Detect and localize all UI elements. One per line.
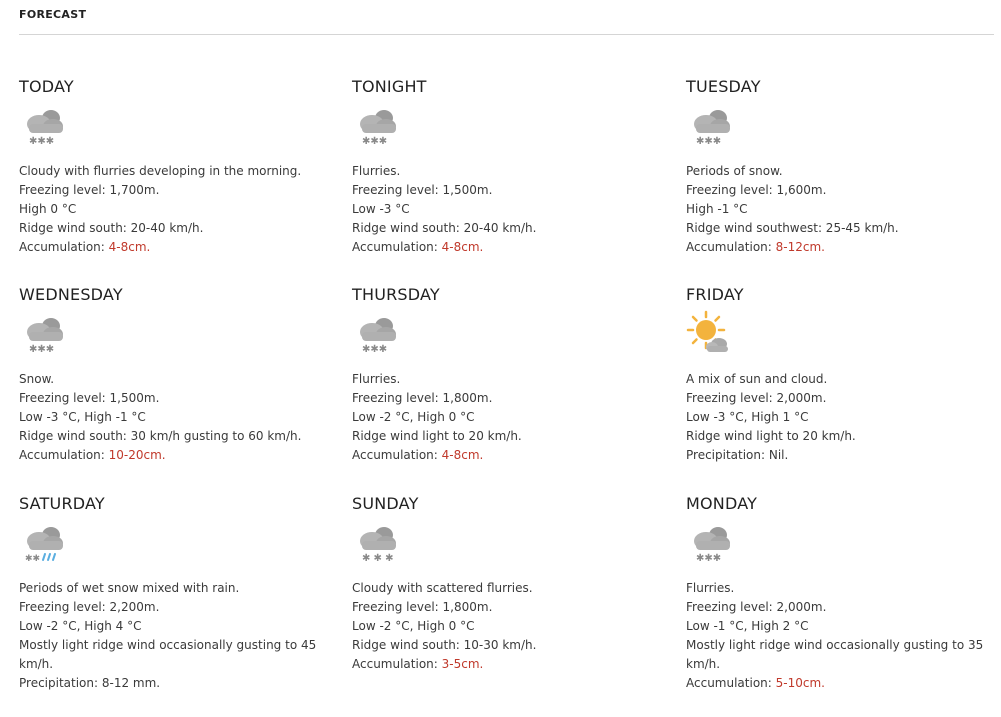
day-name: SUNDAY <box>352 494 419 513</box>
temperature: Low -2 °C, High 0 °C <box>352 410 475 424</box>
forecast-day-tuesday <box>686 78 1001 257</box>
svg-text:✱✱✱: ✱✱✱ <box>696 136 722 147</box>
svg-text:✱✱✱: ✱✱✱ <box>362 344 388 355</box>
precip-label: Accumulation: <box>686 240 776 254</box>
accumulation-value: 4-8cm. <box>441 448 484 462</box>
day-name: MONDAY <box>686 494 758 513</box>
ridge-wind: Ridge wind light to 20 km/h. <box>352 429 522 443</box>
forecast-day-monday <box>686 495 1001 693</box>
precipitation <box>352 238 672 257</box>
day-name: THURSDAY <box>352 285 440 304</box>
svg-text:✱✱✱: ✱✱✱ <box>29 136 55 147</box>
precipitation <box>352 446 672 465</box>
accumulation-value: 5-10cm. <box>775 676 825 690</box>
freezing-level: Freezing level: 1,500m. <box>352 183 493 197</box>
cloud-snow-icon <box>352 310 400 358</box>
day-description: Periods of wet snow mixed with rain. <box>19 581 240 595</box>
ridge-wind: Ridge wind light to 20 km/h. <box>686 429 856 443</box>
freezing-level: Freezing level: 2,000m. <box>686 600 827 614</box>
precip-label: Accumulation: <box>19 240 109 254</box>
day-description: Cloudy with scattered flurries. <box>352 581 533 595</box>
accumulation-value: 10-20cm. <box>108 448 166 462</box>
temperature: Low -3 °C, High -1 °C <box>19 410 146 424</box>
precip-label: Accumulation: <box>352 240 442 254</box>
freezing-level: Freezing level: 1,600m. <box>686 183 827 197</box>
precip-label: Precipitation: 8-12 mm. <box>19 676 161 690</box>
precip-label: Accumulation: <box>352 448 442 462</box>
day-name: TODAY <box>19 77 74 96</box>
ridge-wind: Ridge wind south: 20-40 km/h. <box>352 221 537 235</box>
day-name: TONIGHT <box>352 77 427 96</box>
day-details <box>686 162 1001 257</box>
day-details <box>19 370 339 465</box>
forecast-day-thursday <box>352 286 672 465</box>
precip-label: Accumulation: <box>686 676 776 690</box>
forecast-day-today <box>19 78 339 257</box>
ridge-wind: Ridge wind south: 30 km/h gusting to 60 km/h. <box>19 429 302 443</box>
precipitation <box>19 238 339 257</box>
accumulation-value: 4-8cm. <box>441 240 484 254</box>
temperature: Low -3 °C, High 1 °C <box>686 410 809 424</box>
day-name: WEDNESDAY <box>19 285 123 304</box>
precipitation <box>686 674 1001 693</box>
precip-label: Precipitation: Nil. <box>686 448 789 462</box>
precip-label: Accumulation: <box>352 657 442 671</box>
precip-label: Accumulation: <box>19 448 109 462</box>
day-details <box>352 370 672 465</box>
cloud-snow-rain-icon <box>19 519 67 567</box>
day-description: Periods of snow. <box>686 164 783 178</box>
cloud-snow-icon <box>686 102 734 150</box>
precipitation <box>19 674 339 693</box>
precipitation <box>686 238 1001 257</box>
forecast-day-tonight <box>352 78 672 257</box>
ridge-wind: Ridge wind southwest: 25-45 km/h. <box>686 221 899 235</box>
freezing-level: Freezing level: 2,200m. <box>19 600 160 614</box>
temperature: High -1 °C <box>686 202 748 216</box>
accumulation-value: 3-5cm. <box>441 657 484 671</box>
ridge-wind: Mostly light ridge wind occasionally gusting to 35 km/h. <box>686 638 984 671</box>
divider <box>19 34 994 35</box>
svg-text:✱✱✱: ✱✱✱ <box>696 553 722 564</box>
freezing-level: Freezing level: 2,000m. <box>686 391 827 405</box>
day-description: Flurries. <box>352 164 401 178</box>
cloud-snow-icon <box>19 102 67 150</box>
forecast-day-saturday <box>19 495 339 693</box>
day-description: Snow. <box>19 372 55 386</box>
forecast-day-wednesday <box>19 286 339 465</box>
precipitation <box>19 446 339 465</box>
freezing-level: Freezing level: 1,800m. <box>352 600 493 614</box>
cloud-snow-icon <box>686 519 734 567</box>
freezing-level: Freezing level: 1,800m. <box>352 391 493 405</box>
precipitation <box>686 446 1001 465</box>
day-details <box>19 162 339 257</box>
day-description: Flurries. <box>352 372 401 386</box>
day-details <box>352 162 672 257</box>
section-title: FORECAST <box>19 8 87 21</box>
svg-text:✱✱: ✱✱ <box>25 554 41 564</box>
temperature: Low -2 °C, High 4 °C <box>19 619 142 633</box>
day-details <box>19 579 339 693</box>
sun-cloud-icon <box>686 310 734 358</box>
svg-text:✱ ✱ ✱: ✱ ✱ ✱ <box>362 553 394 564</box>
cloud-snow-icon <box>352 519 400 567</box>
day-details <box>686 579 1001 693</box>
svg-text:✱✱✱: ✱✱✱ <box>362 136 388 147</box>
temperature: Low -2 °C, High 0 °C <box>352 619 475 633</box>
temperature: Low -1 °C, High 2 °C <box>686 619 809 633</box>
day-name: FRIDAY <box>686 285 744 304</box>
svg-text:✱✱✱: ✱✱✱ <box>29 344 55 355</box>
day-details <box>352 579 672 674</box>
day-description: Cloudy with flurries developing in the morning. <box>19 164 302 178</box>
ridge-wind: Ridge wind south: 20-40 km/h. <box>19 221 204 235</box>
ridge-wind: Ridge wind south: 10-30 km/h. <box>352 638 537 652</box>
temperature: High 0 °C <box>19 202 77 216</box>
day-description: Flurries. <box>686 581 735 595</box>
temperature: Low -3 °C <box>352 202 410 216</box>
day-name: TUESDAY <box>686 77 761 96</box>
day-name: SATURDAY <box>19 494 105 513</box>
freezing-level: Freezing level: 1,500m. <box>19 391 160 405</box>
accumulation-value: 8-12cm. <box>775 240 825 254</box>
ridge-wind: Mostly light ridge wind occasionally gusting to 45 km/h. <box>19 638 317 671</box>
forecast-day-friday <box>686 286 1001 465</box>
precipitation <box>352 655 672 674</box>
cloud-snow-icon <box>352 102 400 150</box>
day-description: A mix of sun and cloud. <box>686 372 828 386</box>
freezing-level: Freezing level: 1,700m. <box>19 183 160 197</box>
forecast-day-sunday <box>352 495 672 674</box>
accumulation-value: 4-8cm. <box>108 240 151 254</box>
cloud-snow-icon <box>19 310 67 358</box>
day-details <box>686 370 1001 465</box>
